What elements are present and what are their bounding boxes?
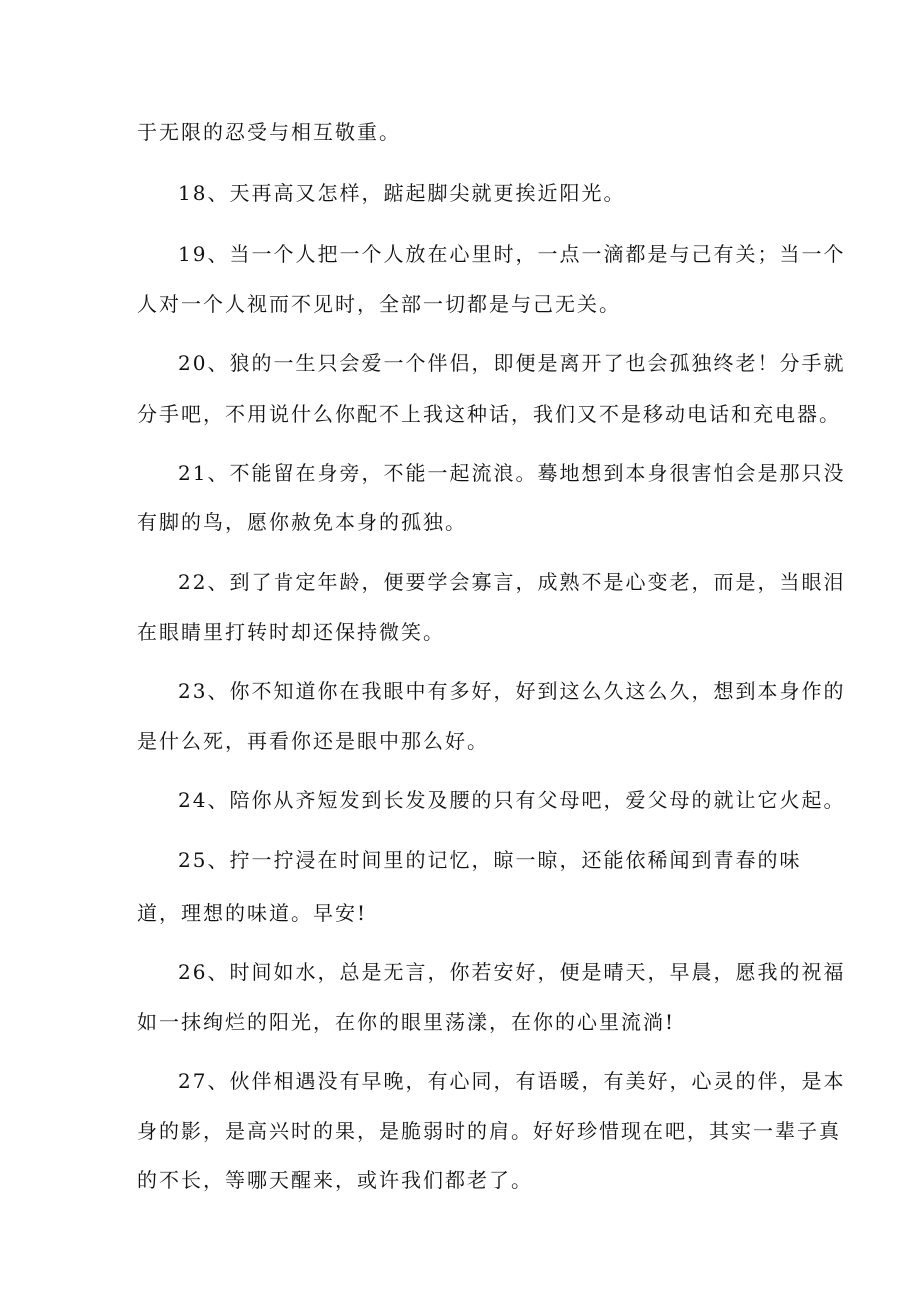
text-line-5: 20、狼的一生只会爱一个伴侣，即便是离开了也会孤独终老！分手就 bbox=[178, 351, 846, 375]
text-line-4: 人对一个人视而不见时，全部一切都是与己无关。 bbox=[137, 292, 621, 316]
text-line-10: 在眼睛里打转时却还保持微笑。 bbox=[137, 620, 445, 644]
text-line-15: 道，理想的味道。早安! bbox=[137, 901, 368, 925]
text-line-20: 的不长，等哪天醒来，或许我们都老了。 bbox=[137, 1168, 533, 1192]
text-line-16: 26、时间如水，总是无言，你若安好，便是晴天，早晨，愿我的祝福 bbox=[178, 960, 846, 984]
text-line-12: 是什么死，再看你还是眼中那么好。 bbox=[137, 729, 489, 753]
text-line-2: 18、天再高又怎样，踮起脚尖就更挨近阳光。 bbox=[178, 181, 626, 205]
text-line-9: 22、到了肯定年龄，便要学会寡言，成熟不是心变老，而是，当眼泪 bbox=[178, 570, 846, 594]
text-line-17: 如一抹绚烂的阳光，在你的眼里荡漾，在你的心里流淌! bbox=[137, 1010, 676, 1034]
text-line-7: 21、不能留在身旁，不能一起流浪。蓦地想到本身很害怕会是那只没 bbox=[178, 461, 846, 485]
text-line-19: 身的影，是高兴时的果，是脆弱时的肩。好好珍惜现在吧，其实一辈子真 bbox=[137, 1119, 841, 1143]
text-line-18: 27、伙伴相遇没有早晚，有心同，有语暖，有美好，心灵的伴，是本 bbox=[178, 1069, 846, 1093]
text-line-6: 分手吧，不用说什么你配不上我这种话，我们又不是移动电话和充电器。 bbox=[137, 402, 841, 426]
text-line-1: 于无限的忍受与相互敬重。 bbox=[137, 120, 401, 144]
text-line-8: 有脚的鸟，愿你赦免本身的孤独。 bbox=[137, 510, 467, 534]
text-line-13: 24、陪你从齐短发到长发及腰的只有父母吧，爱父母的就让它火起。 bbox=[178, 788, 846, 812]
text-line-14: 25、拧一拧浸在时间里的记忆，晾一晾，还能依稀闻到青春的味 bbox=[178, 848, 802, 872]
text-line-3: 19、当一个人把一个人放在心里时，一点一滴都是与己有关；当一个 bbox=[178, 242, 846, 266]
text-line-11: 23、你不知道你在我眼中有多好，好到这么久这么久，想到本身作的 bbox=[178, 679, 846, 703]
